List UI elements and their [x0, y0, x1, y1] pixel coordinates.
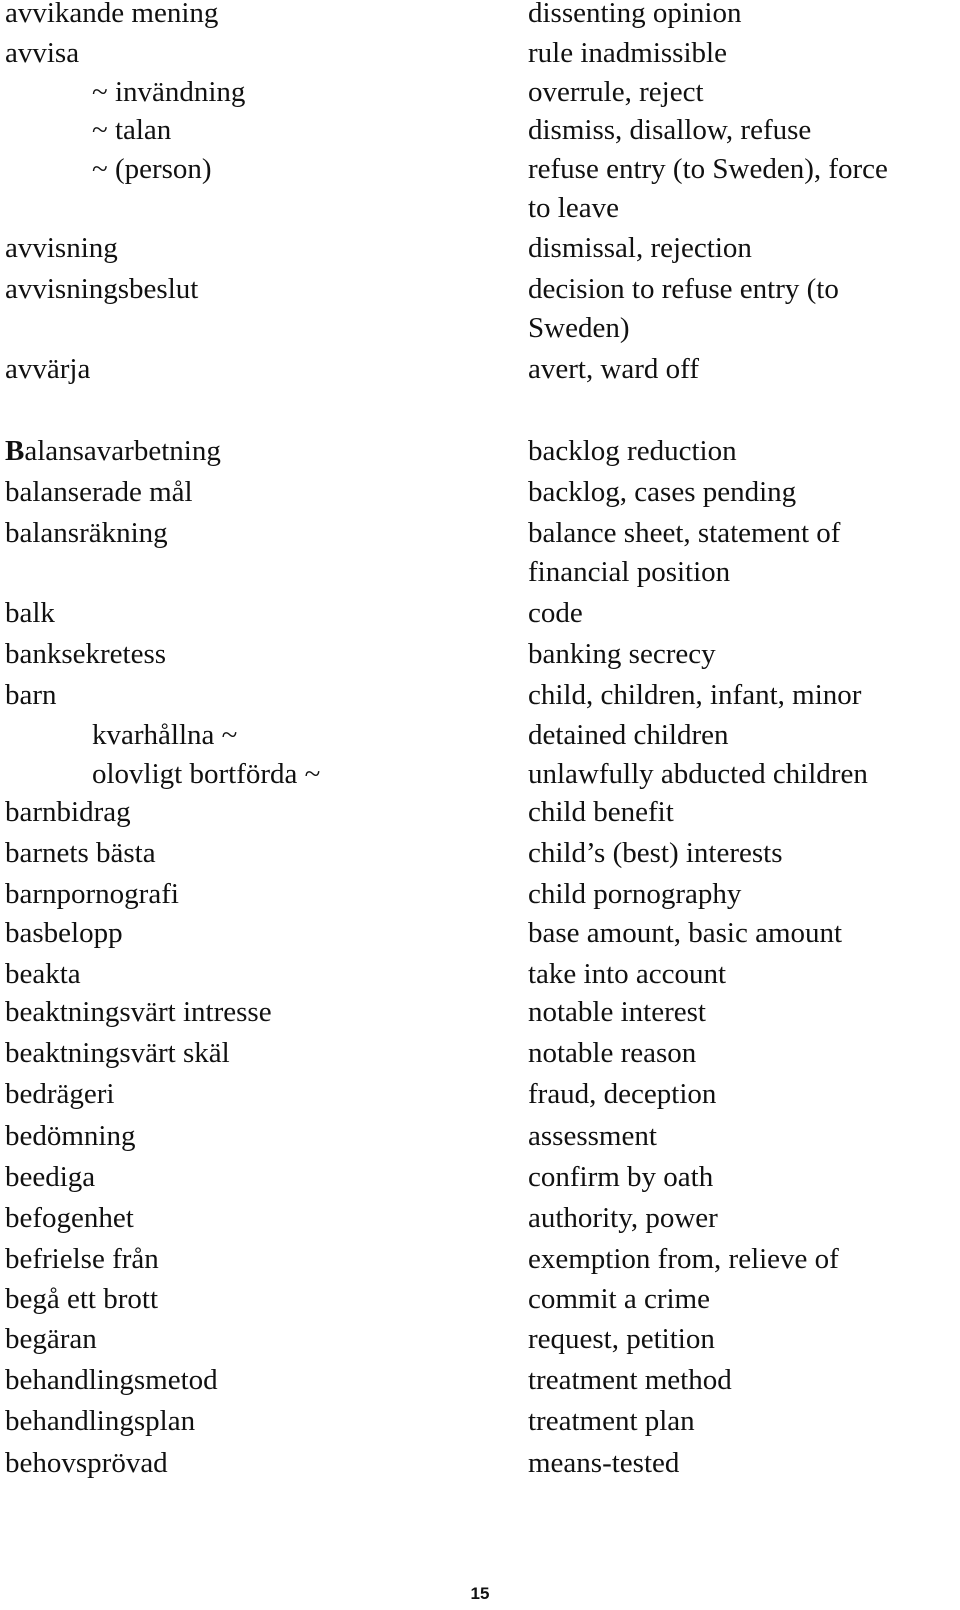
english-definition: base amount, basic amount — [528, 917, 843, 949]
english-definition: avert, ward off — [528, 353, 699, 385]
english-definition: exemption from, relieve of — [528, 1243, 839, 1275]
glossary-entry — [0, 473, 960, 513]
glossary-entry — [0, 73, 960, 113]
swedish-term: barnbidrag — [5, 796, 131, 828]
glossary-entry — [0, 1117, 960, 1157]
english-definition-continued: Sweden) — [528, 312, 630, 344]
swedish-term: balk — [5, 597, 55, 629]
glossary-entry — [0, 793, 960, 833]
english-definition: refuse entry (to Sweden), force — [528, 153, 888, 185]
english-definition: code — [528, 597, 583, 629]
english-definition: unlawfully abducted children — [528, 758, 868, 790]
swedish-term: beaktningsvärt skäl — [5, 1037, 230, 1069]
glossary-entry — [0, 1361, 960, 1401]
swedish-term: barnpornografi — [5, 878, 179, 910]
swedish-subterm: kvarhållna ~ — [92, 719, 238, 751]
english-definition: treatment method — [528, 1364, 732, 1396]
english-definition: backlog, cases pending — [528, 476, 797, 508]
glossary-entry — [0, 875, 960, 915]
glossary-entry — [0, 1199, 960, 1239]
swedish-term: avvikande mening — [5, 0, 219, 29]
swedish-subterm: ~ talan — [92, 114, 172, 146]
glossary-entry — [0, 270, 960, 350]
glossary-entry — [0, 755, 960, 795]
swedish-term: balansräkning — [5, 517, 168, 549]
swedish-term-rest: alansavarbetning — [24, 435, 221, 467]
swedish-term: begå ett brott — [5, 1283, 159, 1315]
glossary-entry — [0, 111, 960, 151]
glossary-entry — [0, 676, 960, 716]
glossary-entry — [0, 955, 960, 995]
swedish-term: begäran — [5, 1323, 97, 1355]
swedish-term: bedrägeri — [5, 1078, 115, 1110]
english-definition: banking secrecy — [528, 638, 716, 670]
swedish-term: barn — [5, 679, 57, 711]
english-definition: detained children — [528, 719, 729, 751]
page-number: 15 — [470, 1584, 490, 1603]
english-definition: treatment plan — [528, 1405, 695, 1437]
glossary-entry — [0, 1320, 960, 1360]
english-definition: dismissal, rejection — [528, 232, 752, 264]
swedish-subterm: olovligt bortförda ~ — [92, 758, 321, 790]
glossary-entry — [0, 635, 960, 675]
swedish-term: avvisningsbeslut — [5, 273, 199, 305]
english-definition: take into account — [528, 958, 727, 990]
glossary-entry — [0, 350, 960, 390]
english-definition: notable reason — [528, 1037, 697, 1069]
english-definition: balance sheet, statement of — [528, 517, 841, 549]
glossary-entry — [0, 150, 960, 230]
english-definition: assessment — [528, 1120, 657, 1152]
swedish-term: bedömning — [5, 1120, 136, 1152]
glossary-entry — [0, 1158, 960, 1198]
swedish-term: basbelopp — [5, 917, 123, 949]
glossary-entry — [0, 834, 960, 874]
swedish-term: avvisning — [5, 232, 118, 264]
english-definition: commit a crime — [528, 1283, 710, 1315]
english-definition-continued: to leave — [528, 192, 619, 224]
english-definition: request, petition — [528, 1323, 715, 1355]
section-initial-letter: B — [5, 435, 25, 467]
english-definition: confirm by oath — [528, 1161, 714, 1193]
glossary-entry — [0, 716, 960, 756]
swedish-term: avvärja — [5, 353, 91, 385]
swedish-subterm: ~ invändning — [92, 76, 246, 108]
english-definition: child, children, infant, minor — [528, 679, 862, 711]
glossary-entry — [0, 1240, 960, 1280]
english-definition: rule inadmissible — [528, 37, 727, 69]
swedish-term: barnets bästa — [5, 837, 156, 869]
swedish-subterm: ~ (person) — [92, 153, 212, 185]
english-definition: child benefit — [528, 796, 674, 828]
english-definition: fraud, deception — [528, 1078, 717, 1110]
swedish-term: beakta — [5, 958, 81, 990]
english-definition: dissenting opinion — [528, 0, 742, 29]
glossary-entry — [0, 0, 960, 34]
glossary-entry — [0, 34, 960, 74]
english-definition: decision to refuse entry (to — [528, 273, 839, 305]
english-definition: dismiss, disallow, refuse — [528, 114, 812, 146]
english-definition: notable interest — [528, 996, 706, 1028]
swedish-term: avvisa — [5, 37, 80, 69]
glossary-entry — [0, 1402, 960, 1442]
glossary-entry — [0, 914, 960, 954]
swedish-term: beediga — [5, 1161, 96, 1193]
swedish-term: behovsprövad — [5, 1447, 168, 1479]
glossary-entry — [0, 1075, 960, 1115]
glossary-entry — [0, 1034, 960, 1074]
glossary-entry — [0, 514, 960, 594]
swedish-term: behandlingsplan — [5, 1405, 196, 1437]
swedish-term: befogenhet — [5, 1202, 134, 1234]
glossary-entry — [0, 594, 960, 634]
english-definition: child pornography — [528, 878, 742, 910]
swedish-term — [5, 432, 221, 471]
glossary-entry — [0, 432, 960, 472]
glossary-entry — [0, 1444, 960, 1484]
swedish-term: befrielse från — [5, 1243, 159, 1275]
english-definition: child’s (best) interests — [528, 837, 783, 869]
english-definition: backlog reduction — [528, 435, 737, 467]
swedish-term: behandlingsmetod — [5, 1364, 218, 1396]
swedish-term: beaktningsvärt intresse — [5, 996, 272, 1028]
english-definition-continued: financial position — [528, 556, 731, 588]
english-definition: means-tested — [528, 1447, 680, 1479]
glossary-entry — [0, 993, 960, 1033]
english-definition: overrule, reject — [528, 76, 704, 108]
english-definition: authority, power — [528, 1202, 718, 1234]
swedish-term: banksekretess — [5, 638, 167, 670]
glossary-entry — [0, 1280, 960, 1320]
swedish-term: balanserade mål — [5, 476, 193, 508]
glossary-entry — [0, 229, 960, 269]
